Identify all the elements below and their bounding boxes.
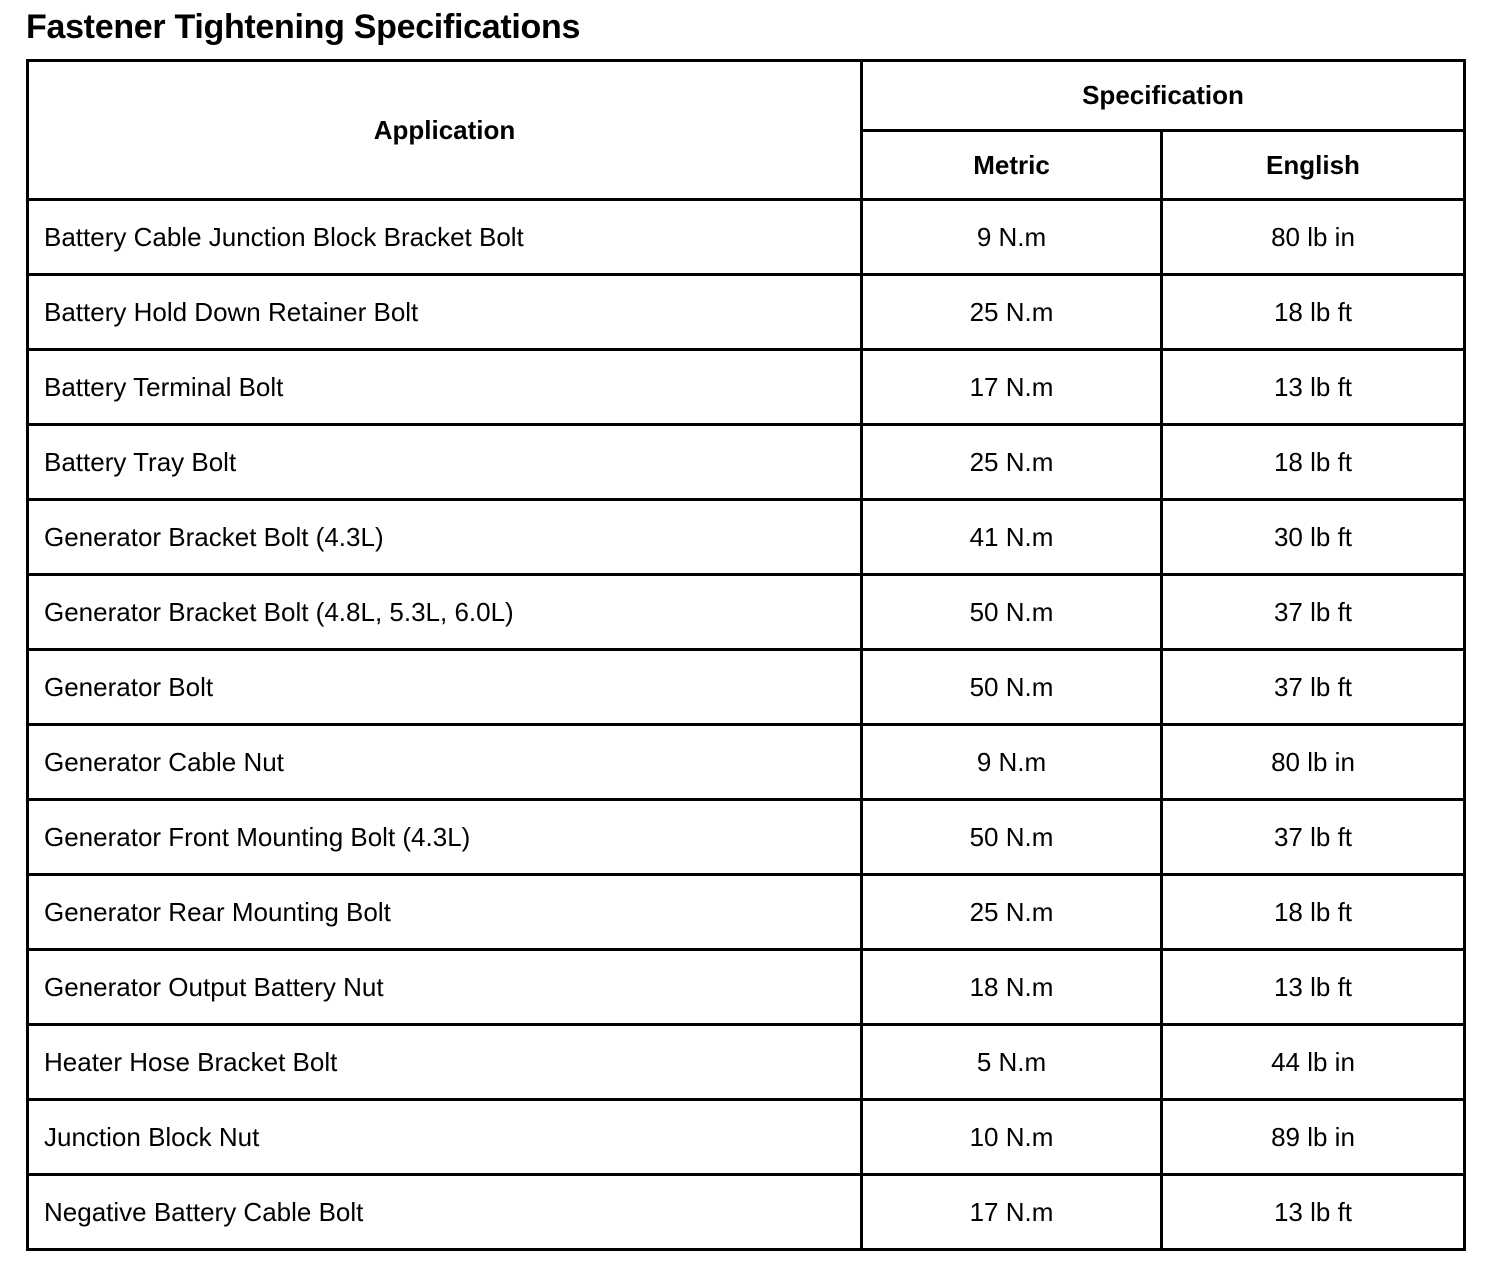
cell-metric: 50 N.m [862, 800, 1162, 875]
cell-application: Generator Bracket Bolt (4.3L) [28, 500, 862, 575]
cell-metric: 9 N.m [862, 725, 1162, 800]
cell-english: 80 lb in [1162, 725, 1465, 800]
table-row [28, 200, 1465, 275]
cell-metric: 9 N.m [862, 200, 1162, 275]
cell-application: Negative Battery Cable Bolt [28, 1175, 862, 1250]
cell-application: Generator Front Mounting Bolt (4.3L) [28, 800, 862, 875]
cell-english: 18 lb ft [1162, 425, 1465, 500]
cell-metric: 25 N.m [862, 275, 1162, 350]
table-body [28, 200, 1465, 1250]
table-row [28, 725, 1465, 800]
table-row [28, 425, 1465, 500]
cell-metric: 41 N.m [862, 500, 1162, 575]
table-header [28, 61, 1465, 200]
table-row [28, 575, 1465, 650]
cell-english: 44 lb in [1162, 1025, 1465, 1100]
table-row [28, 875, 1465, 950]
cell-english: 89 lb in [1162, 1100, 1465, 1175]
cell-english: 13 lb ft [1162, 950, 1465, 1025]
table-row [28, 1100, 1465, 1175]
cell-application: Generator Bolt [28, 650, 862, 725]
cell-application: Generator Output Battery Nut [28, 950, 862, 1025]
cell-application: Junction Block Nut [28, 1100, 862, 1175]
cell-metric: 17 N.m [862, 1175, 1162, 1250]
cell-metric: 18 N.m [862, 950, 1162, 1025]
table-row [28, 800, 1465, 875]
cell-english: 18 lb ft [1162, 275, 1465, 350]
header-specification: Specification [862, 61, 1465, 131]
cell-english: 37 lb ft [1162, 800, 1465, 875]
table-row [28, 350, 1465, 425]
cell-application: Battery Tray Bolt [28, 425, 862, 500]
table-row [28, 650, 1465, 725]
cell-metric: 10 N.m [862, 1100, 1162, 1175]
cell-metric: 50 N.m [862, 575, 1162, 650]
table-row [28, 500, 1465, 575]
cell-application: Battery Cable Junction Block Bracket Bolt [28, 200, 862, 275]
page-title: Fastener Tightening Specifications [26, 8, 581, 46]
cell-english: 37 lb ft [1162, 575, 1465, 650]
fastener-spec-table [26, 59, 1466, 1251]
cell-application: Battery Terminal Bolt [28, 350, 862, 425]
cell-english: 80 lb in [1162, 200, 1465, 275]
cell-metric: 25 N.m [862, 425, 1162, 500]
table-row [28, 1025, 1465, 1100]
cell-english: 30 lb ft [1162, 500, 1465, 575]
cell-application: Heater Hose Bracket Bolt [28, 1025, 862, 1100]
cell-english: 18 lb ft [1162, 875, 1465, 950]
cell-metric: 17 N.m [862, 350, 1162, 425]
cell-english: 13 lb ft [1162, 350, 1465, 425]
table-row [28, 1175, 1465, 1250]
cell-metric: 25 N.m [862, 875, 1162, 950]
cell-application: Generator Cable Nut [28, 725, 862, 800]
cell-english: 37 lb ft [1162, 650, 1465, 725]
header-application: Application [28, 61, 862, 200]
header-row-top [28, 61, 1465, 131]
cell-metric: 50 N.m [862, 650, 1162, 725]
cell-english: 13 lb ft [1162, 1175, 1465, 1250]
cell-application: Generator Rear Mounting Bolt [28, 875, 862, 950]
cell-application: Battery Hold Down Retainer Bolt [28, 275, 862, 350]
cell-application: Generator Bracket Bolt (4.8L, 5.3L, 6.0L) [28, 575, 862, 650]
header-english: English [1162, 131, 1465, 200]
header-metric: Metric [862, 131, 1162, 200]
cell-metric: 5 N.m [862, 1025, 1162, 1100]
table-row [28, 275, 1465, 350]
table-row [28, 950, 1465, 1025]
